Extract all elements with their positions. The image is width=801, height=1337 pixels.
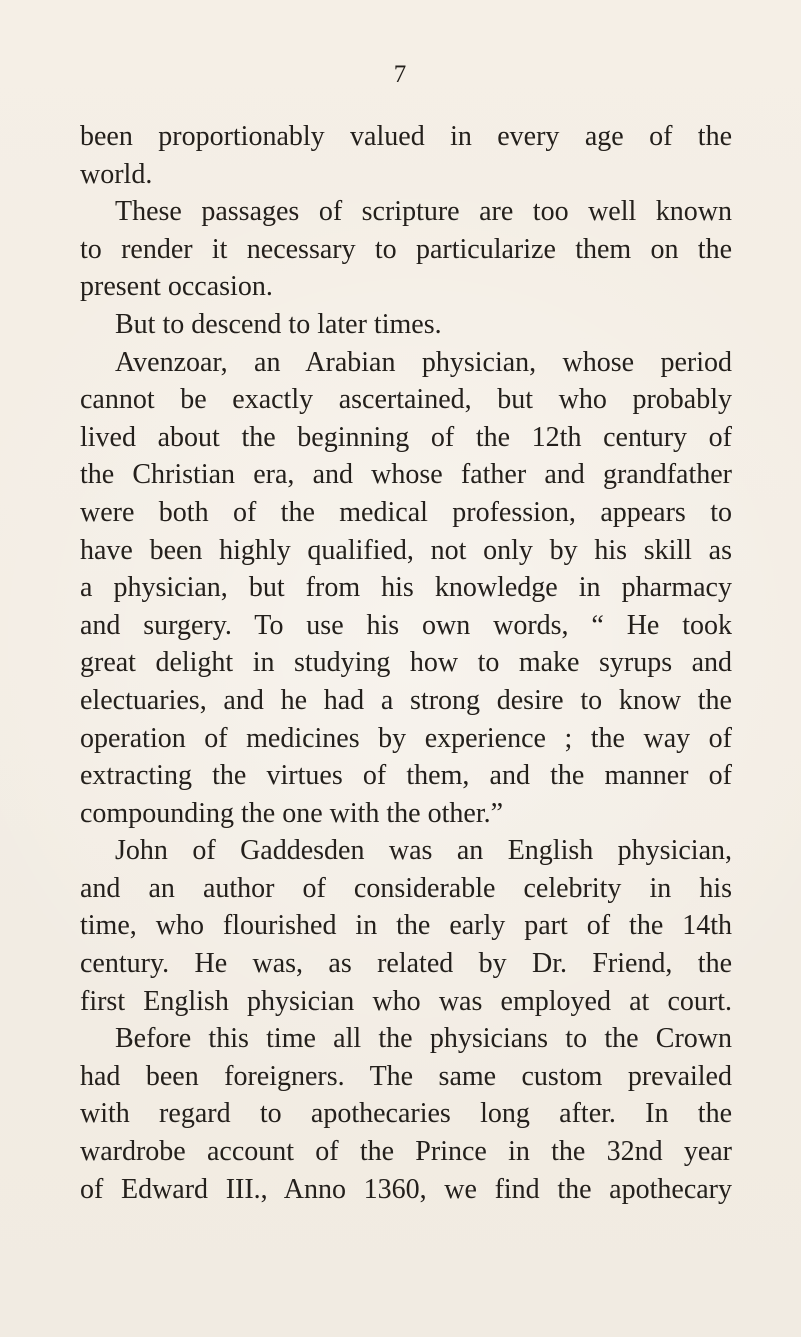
text-line: extracting the virtues of them, and the manner of bbox=[80, 760, 732, 792]
text-line: were both of the medical profession, appears to bbox=[80, 496, 732, 528]
text-line: have been highly qualified, not only by his skill as bbox=[80, 534, 732, 566]
text-line: wardrobe account of the Prince in the 32nd year bbox=[80, 1136, 732, 1168]
text-line: century. He was, as related by Dr. Friend, the bbox=[80, 948, 732, 980]
text-line: and an author of considerable celebrity in his bbox=[80, 872, 732, 904]
text-line: and surgery. To use his own words, “ He took bbox=[80, 609, 732, 641]
text-line: compounding the one with the other.” bbox=[80, 797, 504, 829]
text-line: great delight in studying how to make syrups and bbox=[80, 647, 732, 679]
page-number: 7 bbox=[393, 61, 407, 88]
text-line: cannot be exactly ascertained, but who probably bbox=[80, 384, 732, 416]
text-line: electuaries, and he had a strong desire to know the bbox=[80, 684, 732, 716]
text-line: operation of medicines by experience ; the way of bbox=[80, 722, 732, 754]
text-line: But to descend to later times. bbox=[115, 308, 442, 340]
text-line: with regard to apothecaries long after. In the bbox=[80, 1098, 732, 1130]
text-line: lived about the beginning of the 12th century of bbox=[80, 421, 732, 453]
text-line: of Edward III., Anno 1360, we find the apothecary bbox=[80, 1173, 732, 1205]
text-line: These passages of scripture are too well known bbox=[115, 196, 732, 228]
text-line: a physician, but from his knowledge in pharmacy bbox=[80, 572, 732, 604]
text-line: present occasion. bbox=[80, 271, 273, 303]
text-line: had been foreigners. The same custom prevailed bbox=[80, 1060, 732, 1092]
text-line: Before this time all the physicians to the Crown bbox=[115, 1023, 732, 1055]
text-line: to render it necessary to particularize them on the bbox=[80, 233, 732, 265]
text-line: first English physician who was employed at court. bbox=[80, 985, 732, 1017]
text-line: time, who flourished in the early part of the 14th bbox=[80, 910, 732, 942]
body-text bbox=[80, 118, 732, 1208]
text-line: Avenzoar, an Arabian physician, whose period bbox=[115, 346, 732, 378]
text-line: world. bbox=[80, 158, 153, 190]
text-line: the Christian era, and whose father and grandfather bbox=[80, 459, 732, 491]
text-line: John of Gaddesden was an English physician, bbox=[115, 835, 732, 867]
text-line: been proportionably valued in every age of the bbox=[80, 121, 732, 152]
